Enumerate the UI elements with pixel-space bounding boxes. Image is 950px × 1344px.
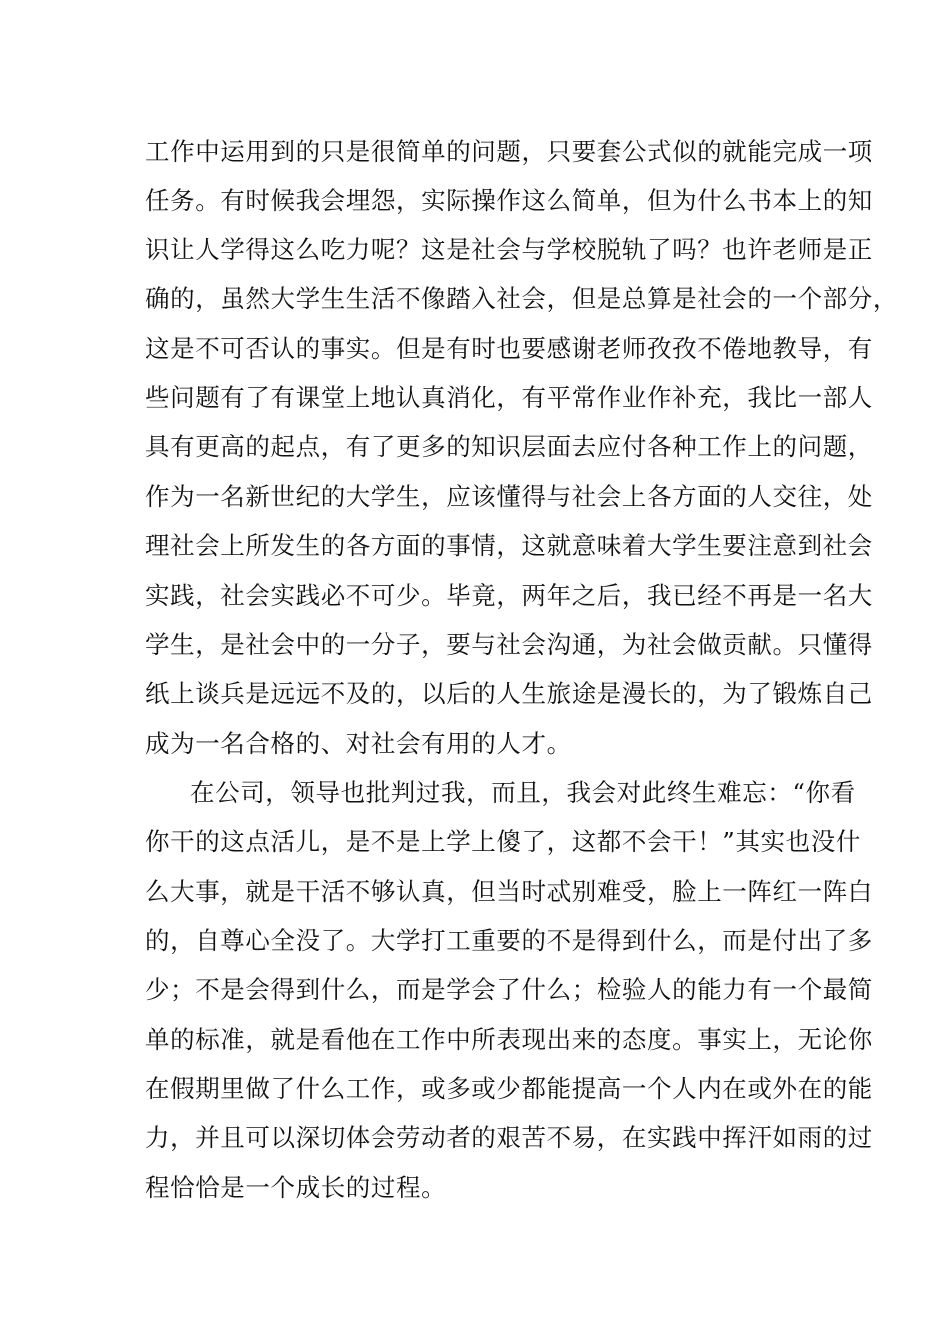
- text-line: 纸上谈兵是远远不及的，以后的人生旅途是漫长的，为了锻炼自己: [145, 679, 873, 708]
- text-line: 学生，是社会中的一分子，要与社会沟通，为社会做贡献。只懂得: [145, 630, 873, 659]
- text-line: 你干的这点活儿，是不是上学上傻了，这都不会干！”其实也没什: [145, 827, 861, 856]
- text-line: 具有更高的起点，有了更多的知识层面去应付各种工作上的问题，: [145, 432, 873, 461]
- text-line: 些问题有了有课堂上地认真消化，有平常作业作补充，我比一部人: [145, 383, 873, 412]
- text-line: 在假期里做了什么工作，或多或少都能提高一个人内在或外在的能: [145, 1074, 873, 1103]
- text-line: 么大事，就是干活不够认真，但当时忒别难受，脸上一阵红一阵白: [145, 877, 873, 906]
- text-line: 成为一名合格的、对社会有用的人才。: [145, 729, 572, 758]
- text-line: 任务。有时候我会埋怨，实际操作这么简单，但为什么书本上的知: [145, 186, 873, 215]
- text-line: 程恰恰是一个成长的过程。: [145, 1173, 447, 1202]
- text-line: 单的标准，就是看他在工作中所表现出来的态度。事实上，无论你: [145, 1025, 873, 1054]
- text-line: 的，自尊心全没了。大学打工重要的不是得到什么，而是付出了多: [145, 926, 873, 955]
- text-line: 力，并且可以深切体会劳动者的艰苦不易，在实践中挥汗如雨的过: [145, 1123, 873, 1152]
- text-line: 工作中运用到的只是很简单的问题，只要套公式似的就能完成一项: [145, 137, 873, 166]
- text-line: 这是不可否认的事实。但是有时也要感谢老师孜孜不倦地教导，有: [145, 334, 873, 363]
- text-line: 理社会上所发生的各方面的事情，这就意味着大学生要注意到社会: [145, 531, 873, 560]
- text-line: 作为一名新世纪的大学生，应该懂得与社会上各方面的人交往，处: [145, 482, 873, 511]
- text-line: 在公司，领导也批判过我，而且，我会对此终生难忘：“你看: [190, 778, 856, 807]
- text-line: 确的，虽然大学生生活不像踏入社会，但是总算是社会的一个部分，: [145, 284, 898, 313]
- text-line: 少；不是会得到什么，而是学会了什么；检验人的能力有一个最简: [145, 975, 873, 1004]
- text-line: 实践，社会实践必不可少。毕竟，两年之后，我已经不再是一名大: [145, 581, 873, 610]
- text-line: 识让人学得这么吃力呢？这是社会与学校脱轨了吗？也许老师是正: [145, 235, 873, 264]
